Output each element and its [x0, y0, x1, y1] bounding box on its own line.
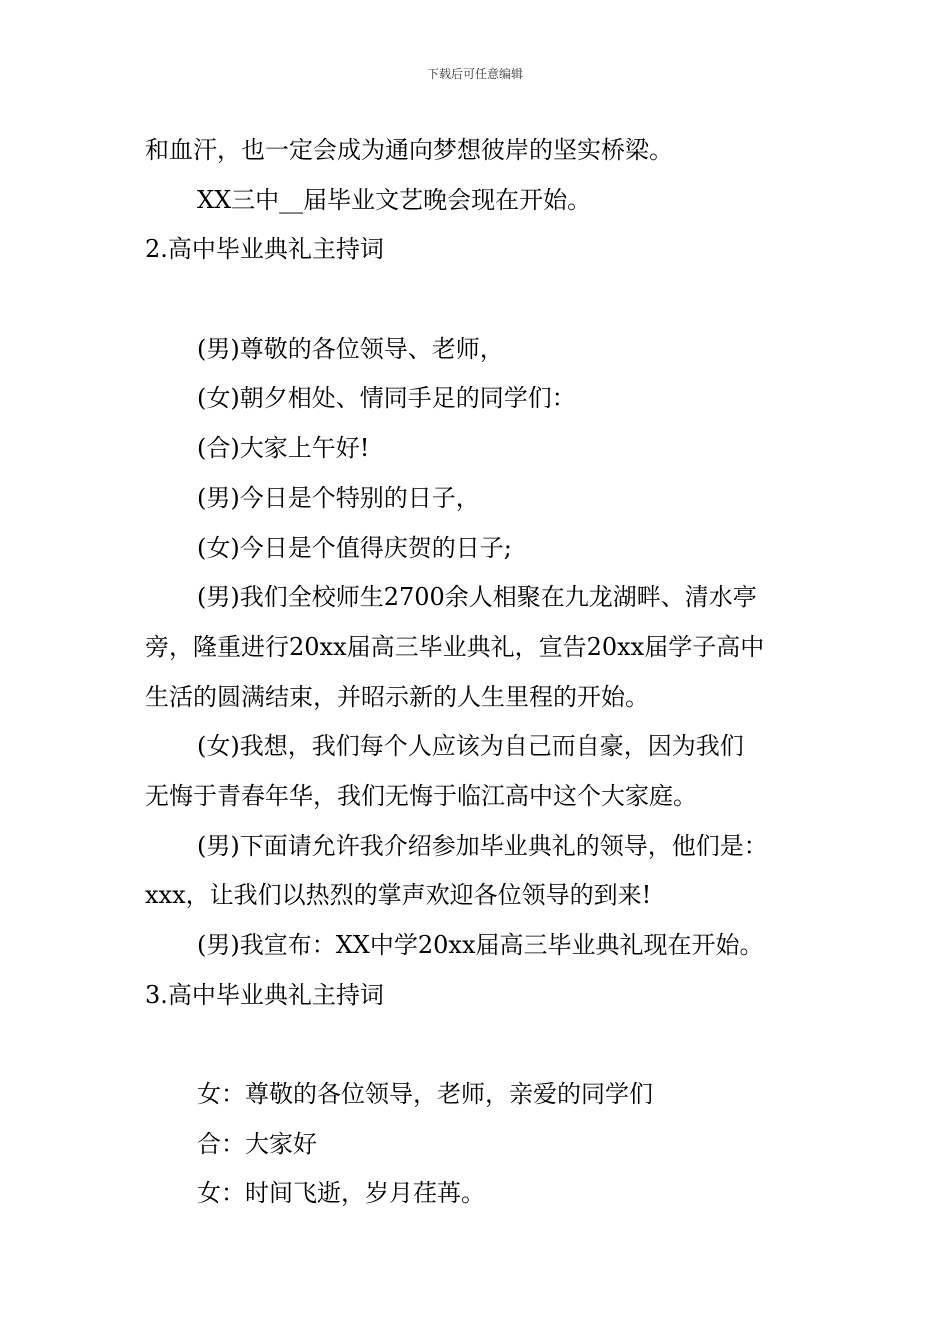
paragraph-line: XX三中__届毕业文艺晚会现在开始。: [197, 185, 592, 214]
paragraph-line: 女：尊敬的各位领导，老师，亲爱的同学们: [197, 1080, 653, 1109]
paragraph-line: 和血汗，也一定会成为通向梦想彼岸的坚实桥梁。: [145, 136, 673, 164]
paragraph-line: 合：大家好: [197, 1129, 317, 1158]
paragraph-line: 旁，隆重进行20xx届高三毕业典礼，宣告20xx届学子高中: [145, 632, 765, 661]
paragraph-line: (男)下面请允许我介绍参加毕业典礼的领导，他们是：: [197, 831, 768, 860]
paragraph-line: 女：时间飞逝，岁月荏苒。: [197, 1179, 485, 1208]
blank-line: [145, 275, 815, 325]
paragraph-line: (男)尊敬的各位领导、老师，: [197, 334, 504, 363]
paragraph-line: (男)我们全校师生2700余人相聚在九龙湖畔、清水亭: [197, 583, 757, 612]
paragraph-line: (女)我想，我们每个人应该为自己而自豪，因为我们: [197, 732, 744, 761]
page-header: 下载后可任意编辑: [426, 67, 523, 81]
blank-line: [145, 1020, 815, 1070]
document-body: [145, 126, 815, 1219]
section-heading: 2.高中毕业典礼主持词: [145, 235, 384, 264]
paragraph-line: xxx，让我们以热烈的掌声欢迎各位领导的到来!: [145, 881, 652, 910]
paragraph-line: (男)我宣布：XX中学20xx届高三毕业典礼现在开始。: [197, 931, 764, 959]
paragraph-line: (合)大家上午好!: [197, 434, 370, 463]
paragraph-line: 生活的圆满结束，并昭示新的人生里程的开始。: [145, 682, 649, 711]
paragraph-line: (女)今日是个值得庆贺的日子;: [197, 533, 512, 562]
paragraph-line: 无悔于青春年华，我们无悔于临江高中这个大家庭。: [145, 781, 697, 810]
paragraph-line: (女)朝夕相处、情同手足的同学们：: [197, 384, 576, 413]
paragraph-line: (男)今日是个特别的日子，: [197, 483, 480, 512]
section-heading: 3.高中毕业典礼主持词: [145, 980, 384, 1009]
